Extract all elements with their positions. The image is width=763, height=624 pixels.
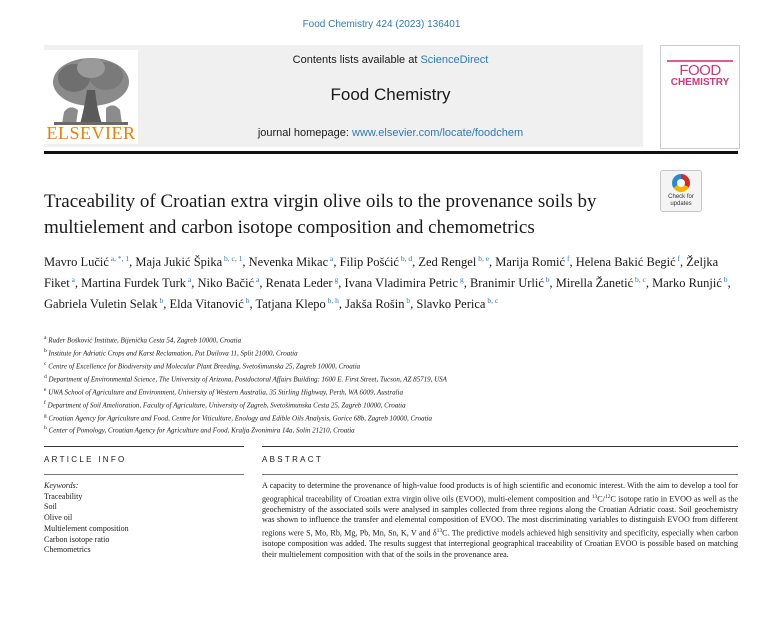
author-name-text: Jakša Rošin bbox=[345, 297, 405, 312]
affiliation-item bbox=[44, 385, 744, 398]
abstract-text-part: C/ bbox=[597, 494, 605, 504]
article-info-heading: ARTICLE INFO bbox=[44, 455, 127, 464]
author-name[interactable] bbox=[416, 297, 498, 311]
author-affiliation-marker[interactable]: g bbox=[332, 275, 339, 285]
affiliation-key: a bbox=[44, 335, 47, 341]
contents-prefix: Contents lists available at bbox=[292, 54, 418, 66]
isotope-superscript: 13 bbox=[436, 528, 443, 535]
author-name-text: Filip Pošćić bbox=[339, 255, 399, 270]
author-name[interactable] bbox=[418, 255, 489, 269]
author-affiliation-marker[interactable]: a bbox=[254, 275, 260, 285]
abstract-text-part: C. The predictive models achieved high sensitivity and specificity, especially when carbon isotope composition was added. The results suggest that interregional geographical traceability of Croatian EVOO is possible based on matching their multielement composition with that of the soils in the provenance area. bbox=[262, 528, 738, 559]
author-name[interactable] bbox=[495, 255, 569, 269]
author-name[interactable] bbox=[556, 276, 646, 290]
header-rule bbox=[44, 151, 738, 154]
author-name-text: Branimir Urlić bbox=[469, 276, 544, 291]
author-affiliation-marker[interactable]: g bbox=[458, 275, 464, 285]
author-name[interactable] bbox=[198, 276, 260, 290]
article-title: Traceability of Croatian extra virgin olive oils to the provenance soils by multielement and carbon isotope composition and chemometrics bbox=[44, 191, 597, 238]
affiliation-item bbox=[44, 359, 744, 372]
author-affiliation-marker[interactable]: a bbox=[328, 254, 334, 263]
affiliation-key: h bbox=[44, 425, 47, 432]
author-affiliation-marker[interactable]: b, d bbox=[398, 254, 413, 263]
author-name[interactable] bbox=[470, 276, 550, 290]
author-name-text: Mavro Lučić bbox=[44, 255, 109, 270]
isotope-superscript: 13 bbox=[591, 493, 598, 500]
author-affiliation-marker[interactable]: b bbox=[721, 275, 728, 285]
affiliation-text: Institute for Adriatic Crops and Karst Reclamation, Put Duilova 11, Split 21000, Croatia bbox=[46, 349, 298, 358]
affiliation-list bbox=[44, 333, 744, 436]
affiliation-key: b bbox=[44, 347, 47, 354]
journal-homepage-line bbox=[138, 127, 643, 139]
keywords-label: Keywords: bbox=[44, 481, 79, 490]
author-name[interactable] bbox=[576, 255, 680, 269]
author-name[interactable] bbox=[81, 276, 191, 290]
author-name-text: Marko Runjić bbox=[652, 276, 722, 291]
author-affiliation-marker[interactable]: a bbox=[69, 275, 75, 285]
keyword-item[interactable]: Soil bbox=[44, 502, 57, 512]
author-list: Mavro Lučić $^{a, *, 1}$, Maja Jukić Špika $^{b, c, 1}$, Nevenka Mikac $^a$, Filip Pošćić $^{b, d}$, Zed Rengel $^{b, e}$, Marija Romić $^f$, Helena Bakić Begić $^f$, Željka Fiket $^a$, Martina Furdek Turk $^a$, Niko Bačić $^a$, Renata Leder $^g$, Ivana Vladimira Petric $^g$, Branimir Urlić $^b$, Mirella Žanetić $^{b, c}$, Marko Runjić $^b$, Gabriela Vuletin Selak $^b$, Elda Vitanović $^b$, Tatjana Klepo $^{b, h}$, Jakša Rošin $^b$, Slavko Perica $^{b, c}$ bbox=[44, 254, 731, 312]
author-name[interactable] bbox=[652, 276, 727, 290]
affiliation-item bbox=[44, 398, 744, 411]
author-affiliation-marker[interactable]: b, c bbox=[485, 296, 499, 306]
affiliation-item bbox=[44, 423, 744, 436]
keyword-item[interactable]: Traceability bbox=[44, 491, 83, 501]
author-name-text: Helena Bakić Begić bbox=[575, 255, 676, 270]
abstract-top-rule bbox=[262, 446, 738, 447]
author-name-text: Marija Romić bbox=[495, 255, 566, 270]
cover-title-food: FOOD bbox=[679, 62, 721, 79]
journal-cover-thumbnail[interactable] bbox=[660, 45, 740, 149]
author-name[interactable] bbox=[340, 255, 413, 269]
author-affiliation-marker[interactable]: b, c bbox=[633, 275, 646, 285]
author-affiliation-marker[interactable]: b, c, 1 bbox=[222, 254, 243, 263]
check-updates-label: Check for updates bbox=[668, 194, 694, 207]
author-name[interactable] bbox=[249, 255, 334, 269]
author-affiliation-marker[interactable]: b, e bbox=[476, 254, 490, 263]
affiliation-item bbox=[44, 333, 744, 346]
homepage-prefix: journal homepage: bbox=[257, 127, 349, 139]
affiliation-item bbox=[44, 372, 744, 385]
author-affiliation-marker[interactable]: f bbox=[675, 254, 681, 263]
affiliation-key: d bbox=[44, 373, 47, 380]
author-name-text: Zed Rengel bbox=[418, 255, 477, 270]
author-name-text: Ivana Vladimira Petric bbox=[344, 276, 459, 291]
author-affiliation-marker[interactable]: a, *, 1 bbox=[108, 254, 130, 263]
affiliation-text: Ruđer Bošković Institute, Bijenička Cesta 54, Zagreb 10000, Croatia bbox=[46, 336, 242, 345]
author-name[interactable] bbox=[344, 276, 463, 290]
abstract-body bbox=[262, 481, 738, 561]
affiliation-key: e bbox=[44, 386, 47, 393]
affiliation-text: Center of Pomology, Croatian Agency for Agriculture and Food, Kralja Zvonimira 14a, Solin 21210, Croatia bbox=[46, 426, 355, 435]
abstract-divider bbox=[262, 474, 738, 475]
author-name[interactable] bbox=[44, 297, 163, 311]
journal-homepage-link[interactable]: www.elsevier.com/locate/foodchem bbox=[352, 127, 524, 139]
author-affiliation-marker[interactable]: b, h bbox=[325, 296, 339, 306]
author-affiliation-marker[interactable]: b bbox=[243, 296, 250, 306]
author-name-text: Niko Bačić bbox=[197, 276, 255, 291]
cover-title-chemistry: CHEMISTRY bbox=[670, 77, 730, 88]
author-name-text: Renata Leder bbox=[265, 276, 333, 291]
affiliation-text: Department of Soil Amelioration, Faculty of Agriculture, University of Zagreb, Svetošimunska Cesta 25, Zagreb 10000, Croatia bbox=[45, 400, 406, 409]
author-name-text: Mirella Žanetić bbox=[555, 276, 634, 291]
author-name[interactable] bbox=[44, 255, 129, 269]
author-affiliation-marker[interactable]: b bbox=[157, 296, 164, 306]
keywords-block bbox=[44, 481, 244, 556]
abstract-heading: ABSTRACT bbox=[262, 455, 324, 464]
contents-line bbox=[138, 54, 643, 66]
author-name-text: Željka Fiket bbox=[44, 255, 719, 291]
keyword-item[interactable]: Multielement composition bbox=[44, 523, 129, 533]
affiliation-item bbox=[44, 346, 744, 359]
author-name-text: Elda Vitanović bbox=[169, 297, 244, 312]
journal-title: Food Chemistry bbox=[330, 85, 451, 104]
keyword-item[interactable]: Carbon isotope ratio bbox=[44, 534, 110, 544]
keyword-item[interactable]: Chemometrics bbox=[44, 545, 91, 555]
keyword-list bbox=[44, 492, 244, 556]
author-name-text: Tatjana Klepo bbox=[255, 297, 326, 312]
author-affiliation-marker[interactable]: a bbox=[186, 275, 192, 285]
author-affiliation-marker[interactable]: b bbox=[543, 275, 550, 285]
affiliation-key: f bbox=[44, 399, 46, 406]
article-info-top-rule bbox=[44, 446, 244, 447]
author-affiliation-marker[interactable]: b bbox=[404, 296, 411, 306]
affiliation-key: g bbox=[44, 412, 47, 419]
abstract-text-part: A capacity to determine the provenance of high-value food products is of high scientific and economic interest. With the aim to develop a tool for geographical traceability of Croatian extra virgin olive oils (EVOO), multi-element composition and bbox=[262, 481, 738, 504]
author-name-text: Nevenka Mikac bbox=[248, 255, 329, 270]
keyword-item[interactable]: Olive oil bbox=[44, 513, 73, 523]
author-name-text: Maja Jukić Špika bbox=[135, 255, 223, 270]
publisher-name: ELSEVIER bbox=[46, 123, 136, 143]
author-name[interactable] bbox=[266, 276, 339, 290]
journal-citation[interactable]: Food Chemistry 424 (2023) 136401 bbox=[302, 19, 461, 30]
check-for-updates-button[interactable] bbox=[660, 170, 702, 212]
affiliation-text: Croatian Agency for Agriculture and Food, Centre for Viticulture, Enology and Edible Oils Analysis, Gorice 68b, Zagreb 10000, Croatia bbox=[46, 413, 432, 422]
isotope-superscript: 12 bbox=[604, 493, 611, 500]
author-name[interactable] bbox=[169, 297, 249, 311]
affiliation-text: UWA School of Agriculture and Environment, University of Western Australia, 35 Stirling Highway, Perth, WA 6009, Australia bbox=[46, 388, 403, 397]
sciencedirect-link[interactable]: ScienceDirect bbox=[420, 54, 489, 66]
affiliation-text: Department of Environmental Science, The University of Arizona, Postdoctoral Affairs Building: 1600 E. First Street, Tucson, AZ 85719, USA bbox=[46, 375, 447, 384]
affiliation-text: Centre of Excellence for Biodiversity and Molecular Plant Breeding, Svetošimunska 25, Zagreb 10000, Croatia bbox=[46, 362, 361, 371]
author-name-text: Slavko Perica bbox=[416, 297, 486, 312]
author-affiliation-marker[interactable]: f bbox=[565, 254, 570, 263]
affiliation-key: c bbox=[44, 360, 47, 367]
author-name-text: Gabriela Vuletin Selak bbox=[44, 297, 158, 312]
author-name[interactable] bbox=[135, 255, 242, 269]
author-name[interactable] bbox=[345, 297, 410, 311]
abstract-text-part: C isotope ratio in EVOO as well as the geochemistry of the associated soils were analysed in samples collected from three regions along the Croatian Adriatic coast. Soil geochemistry was shown to influence the transfer and elemental composition of EVOO. The most discriminating variables to distinguish EVOO from different regions were S, Mo, Rb, Mg, Pb, Mn, Sn, K, V and δ bbox=[262, 494, 738, 538]
author-name-text: Martina Furdek Turk bbox=[81, 276, 187, 291]
check-updates-icon bbox=[672, 174, 690, 192]
author-name[interactable] bbox=[255, 297, 338, 311]
affiliation-item bbox=[44, 411, 744, 424]
article-info-divider bbox=[44, 474, 244, 475]
